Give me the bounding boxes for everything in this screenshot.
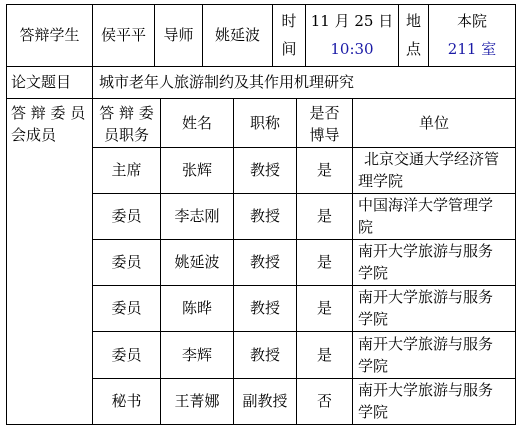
member-role: 委员	[111, 346, 142, 364]
member-unit: 院	[358, 218, 374, 236]
member-title: 教授	[249, 207, 280, 225]
member-doctoral: 是	[316, 299, 332, 317]
meeting-room: 211 室	[447, 40, 497, 58]
meeting-time: 10:30	[330, 40, 374, 58]
member-role: 秘书	[111, 392, 142, 410]
member-unit: 南开大学旅游与服务	[358, 335, 494, 353]
member-role: 委员	[111, 207, 142, 225]
member-name: 陈晔	[181, 299, 212, 317]
thesis-title: 城市老年人旅游制约及其作用机理研究	[99, 73, 355, 91]
committee-label: 答 辩 委 员	[11, 104, 86, 122]
committee-label: 会成员	[11, 126, 57, 144]
time-label: 时	[281, 12, 297, 30]
grid-line	[6, 424, 516, 425]
grid-line	[6, 4, 7, 425]
place-label: 地	[405, 12, 421, 30]
member-unit: 南开大学旅游与服务	[358, 381, 494, 399]
student-label: 答辩学生	[19, 26, 80, 44]
member-unit: 学院	[358, 310, 389, 328]
member-doctoral: 是	[316, 346, 332, 364]
member-unit: 北京交通大学经济管	[364, 150, 500, 168]
member-name: 李辉	[181, 346, 212, 364]
grid-line	[6, 4, 516, 5]
time-label: 间	[281, 40, 297, 58]
member-name: 姚延波	[174, 253, 220, 271]
advisor-label: 导师	[163, 26, 194, 44]
member-name: 李志刚	[174, 207, 220, 225]
column-header-doctoral: 是否	[309, 104, 340, 122]
grid-line	[6, 98, 516, 99]
member-unit: 学院	[358, 357, 389, 375]
student-name: 侯平平	[100, 26, 146, 44]
member-unit: 中国海洋大学管理学	[358, 196, 494, 214]
member-unit: 南开大学旅游与服务	[358, 242, 494, 260]
grid-line	[352, 98, 353, 425]
member-role: 委员	[111, 253, 142, 271]
grid-line	[92, 331, 516, 332]
member-title: 教授	[249, 346, 280, 364]
member-unit: 学院	[358, 264, 389, 282]
advisor-name: 姚延波	[214, 26, 260, 44]
member-name: 王菁娜	[174, 392, 220, 410]
member-title: 副教授	[242, 392, 288, 410]
column-header-unit: 单位	[418, 114, 449, 132]
member-unit: 学院	[358, 403, 389, 421]
column-header-role: 答 辩 委	[99, 104, 154, 122]
column-header-role: 员职务	[103, 126, 149, 144]
member-unit: 南开大学旅游与服务	[358, 288, 494, 306]
column-header-name: 姓名	[181, 114, 212, 132]
member-doctoral: 是	[316, 207, 332, 225]
grid-line	[515, 4, 516, 425]
member-role: 委员	[111, 299, 142, 317]
meeting-date: 11 月 25 日	[310, 12, 394, 30]
meeting-building: 本院	[456, 12, 487, 30]
place-label: 点	[405, 40, 421, 58]
thesis-label: 论文题目	[11, 73, 72, 91]
grid-line	[6, 66, 516, 67]
member-doctoral: 是	[316, 253, 332, 271]
member-doctoral: 是	[316, 161, 332, 179]
column-header-doctoral: 博导	[309, 126, 340, 144]
member-title: 教授	[249, 253, 280, 271]
member-role: 主席	[111, 161, 142, 179]
member-title: 教授	[249, 161, 280, 179]
member-unit: 理学院	[358, 172, 404, 190]
member-doctoral: 否	[316, 392, 332, 410]
member-name: 张辉	[181, 161, 212, 179]
column-header-title: 职称	[249, 114, 280, 132]
member-title: 教授	[249, 299, 280, 317]
